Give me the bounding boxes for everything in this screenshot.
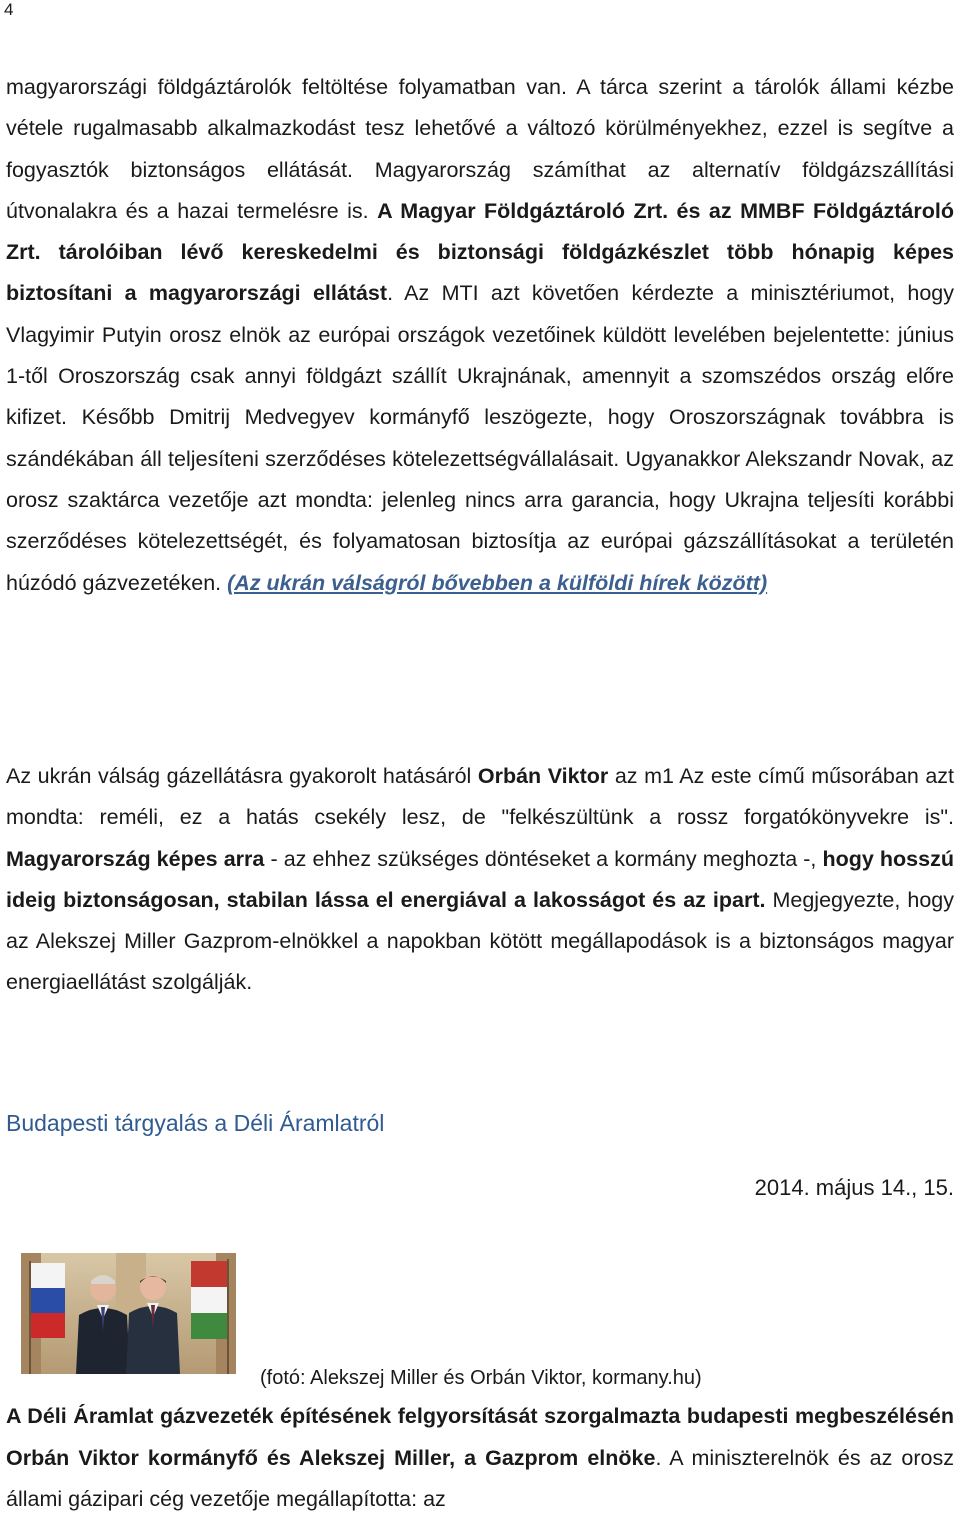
foreign-news-link[interactable]: (Az ukrán válságról bővebben a külföldi hírek között): [227, 570, 768, 595]
news-photo: [21, 1253, 236, 1374]
article-paragraph-3: [6, 1396, 954, 1521]
paragraph-bold-text: Orbán Viktor: [477, 764, 609, 788]
photo-illustration: [21, 1253, 236, 1374]
paragraph-text: Megjegyezte, hogy az Alekszej Miller Gazprom-elnökkel a napokban kötött megállapodások is a biztonságos magyar energiaellátást szolgálják.: [6, 887, 954, 995]
article-date: 2014. május 14., 15.: [754, 1175, 954, 1200]
paragraph-text: magyarországi földgáztárolók feltöltése folyamatban van. A tárca szerint a tárolók állami kézbe vétele rugalmasabb alkalmazkodást tesz lehetővé a változó körülményekhez, ezzel is segítve a fogyasztók biztonságos ellátását. Magyarország számíthat az alternatív földgázszállítási útvonalakra és a hazai termelésre is.: [6, 75, 954, 223]
paragraph-text: . A miniszterelnök és az orosz állami gázipari cég vezetője megállapította: az: [6, 1445, 954, 1511]
paragraph-bold-text: hogy hosszú ideig biztonságosan, stabilan lássa el energiával a lakosságot és az ipart.: [6, 846, 954, 912]
paragraph-text: az m1 Az este című műsorában azt mondta: reméli, ez a hatás csekély lesz, de "felkészültünk a rossz forgatókönyvekre is".: [6, 764, 954, 830]
paragraph-bold-text: A Magyar Földgáztároló Zrt. és az MMBF Földgáztároló Zrt. tárolóiban lévő kereskedelmi és biztonsági földgázkészlet több hónapig képes biztosítani a magyarországi ellátást: [6, 198, 954, 306]
article-paragraph-2: [6, 756, 954, 1004]
paragraph-bold-text: A Déli Áramlat gázvezeték építésének felgyorsítását szorgalmazta budapesti megbeszélésén Orbán Viktor kormányfő és Alekszej Miller, a Gazprom elnöke: [6, 1404, 954, 1470]
paragraph-text: . Az MTI azt követően kérdezte a minisztériumot, hogy Vlagyimir Putyin orosz elnök az európai országok vezetőinek küldött levelében bejelentette: június 1-től Oroszország csak annyi földgázt szállít Ukrajnának, amennyit a szomszédos ország előre kifizet. Később Dmitrij Medvegyev kormányfő leszögezte, hogy Oroszországnak továbbra is szándékában áll teljesíteni szerződéses kötelezettségvállalásait. Ugyanakkor Alekszandr Novak, az orosz szaktárca vezetője azt mondta: jelenleg nincs arra garancia, hogy Ukrajna teljesíti korábbi szerződéses kötelezettségét, és folyamatosan biztosítja az európai gázszállításokat a területén húzódó gázvezetéken.: [6, 281, 954, 595]
photo-caption: (fotó: Alekszej Miller és Orbán Viktor, kormany.hu): [260, 1367, 702, 1389]
paragraph-text: - az ehhez szükséges döntéseket a kormány meghozta -,: [264, 846, 823, 871]
paragraph-text: Az ukrán válság gázellátásra gyakorolt hatásáról: [6, 764, 478, 788]
paragraph-bold-text: Magyarország képes arra: [6, 846, 265, 871]
page-number: 4: [4, 0, 14, 19]
article-paragraph-1: [6, 67, 954, 604]
section-heading: Budapesti tárgyalás a Déli Áramlatról: [6, 1110, 385, 1136]
